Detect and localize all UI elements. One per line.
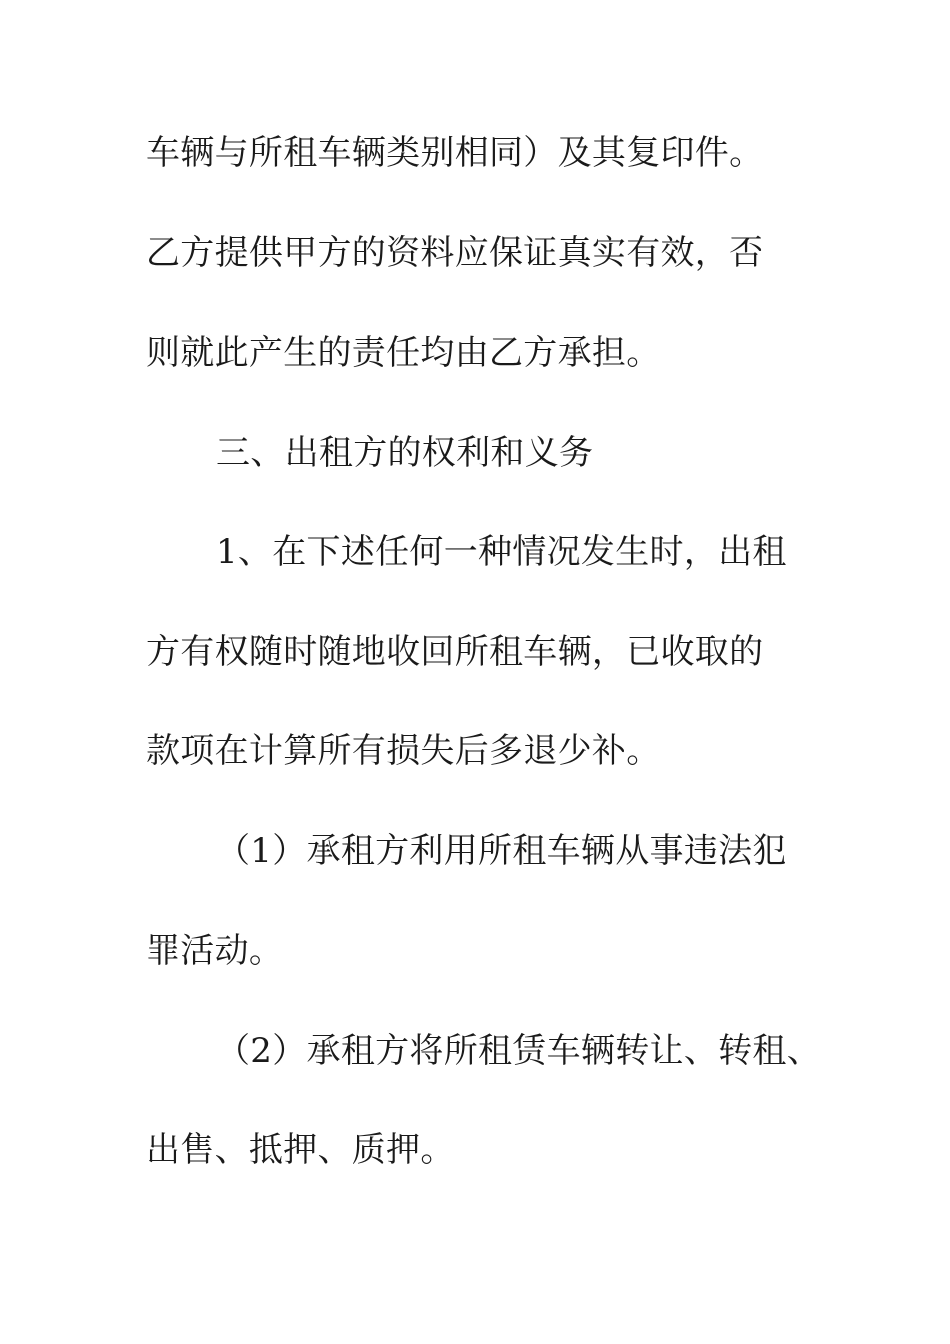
list-item-line: （2）承租方将所租赁车辆转让、转租、 bbox=[216, 1031, 822, 1071]
paragraph-line: 1、在下述任何一种情况发生时，出租 bbox=[216, 532, 787, 572]
paragraph-line: 则就此产生的责任均由乙方承担。 bbox=[146, 333, 661, 373]
paragraph-line: 车辆与所租车辆类别相同）及其复印件。 bbox=[146, 133, 764, 173]
paragraph-line: 款项在计算所有损失后多退少补。 bbox=[146, 731, 661, 771]
paragraph-line: 乙方提供甲方的资料应保证真实有效，否 bbox=[146, 233, 764, 273]
list-item-line: （1）承租方利用所租车辆从事违法犯 bbox=[216, 831, 787, 871]
section-heading: 三、出租方的权利和义务 bbox=[216, 433, 594, 473]
list-item-line: 出售、抵押、质押。 bbox=[146, 1130, 455, 1170]
list-item-line: 罪活动。 bbox=[146, 931, 284, 971]
paragraph-line: 方有权随时随地收回所租车辆，已收取的 bbox=[146, 632, 764, 672]
